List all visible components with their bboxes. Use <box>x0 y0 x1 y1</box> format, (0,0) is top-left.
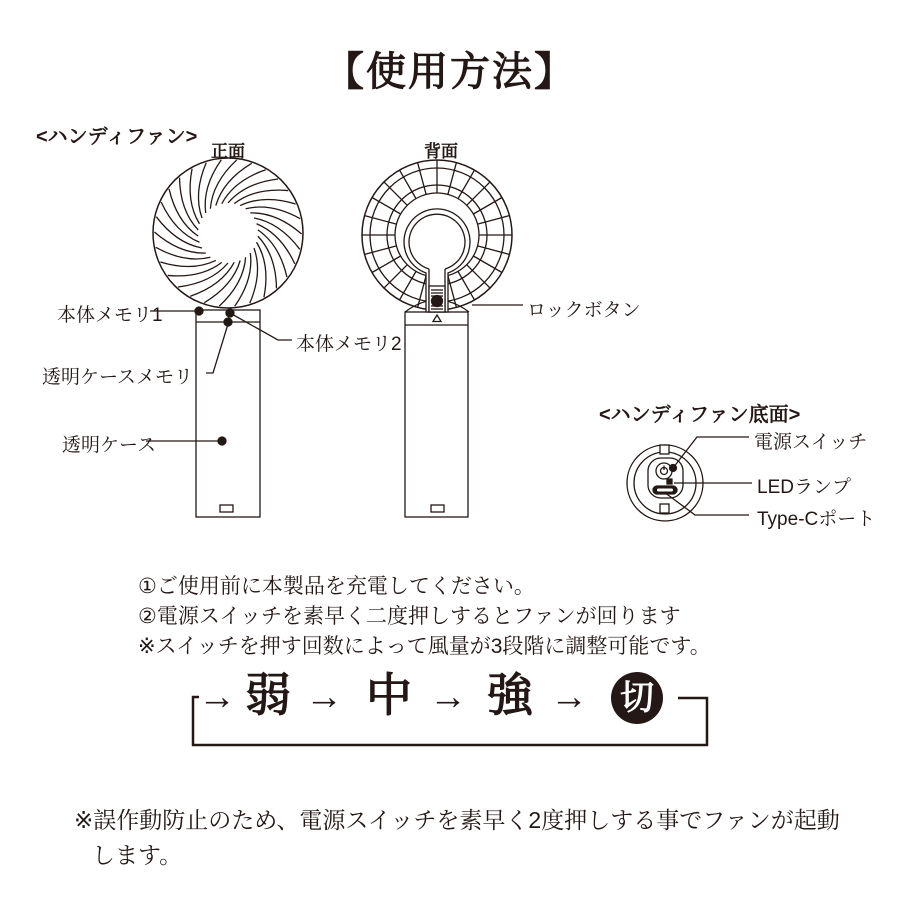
mode-off-badge <box>611 672 663 724</box>
footer-note-line-2: します。 <box>92 842 183 868</box>
mode-medium: 中 <box>366 669 412 721</box>
label-type-c-port: Type-Cポート <box>757 509 876 530</box>
page-title: 【使用方法】 <box>324 50 576 94</box>
bottom-view-illustration <box>627 437 752 521</box>
front-handle-clear-case <box>196 310 260 517</box>
label-body-memory-1: 本体メモリ1 <box>57 305 163 326</box>
label-body-memory-2: 本体メモリ2 <box>296 334 402 355</box>
power-button <box>656 463 672 479</box>
label-lock-button: ロックボタン <box>527 300 641 321</box>
instruction-step-2: ②電源スイッチを素早く二度押しするとファンが回ります <box>138 605 681 628</box>
mode-off-label: 切 <box>620 679 654 717</box>
mode-high: 強 <box>487 669 533 721</box>
front-view-caption: 正面 <box>211 142 245 161</box>
cycle-arrow-4: → <box>550 676 588 718</box>
led-lamp-dot <box>667 479 672 484</box>
footer-note-line-1: ※誤作動防止のため、電源スイッチを素早く2度押しする事でファンが起動 <box>74 807 840 833</box>
cycle-arrow-2: → <box>305 676 343 718</box>
label-power-switch: 電源スイッチ <box>754 432 868 453</box>
cycle-arrow-3: → <box>429 676 467 718</box>
cycle-arrow-1: → <box>198 676 236 718</box>
instruction-note-wind-levels: ※スイッチを押す回数によって風量が3段階に調整可能です。 <box>138 635 711 658</box>
label-clear-case: 透明ケース <box>62 435 157 456</box>
instruction-step-1: ①ご使用前に本製品を充電してください。 <box>138 575 535 598</box>
label-clear-case-memory: 透明ケースメモリ <box>42 367 194 388</box>
back-fan-illustration <box>362 160 512 312</box>
fan-section-heading: <ハンディファン> <box>36 126 198 148</box>
mode-low: 弱 <box>245 669 291 721</box>
bottom-view-heading: <ハンディファン底面> <box>599 404 801 426</box>
back-handle <box>405 312 468 517</box>
back-view-caption: 背面 <box>424 142 458 161</box>
front-fan-illustration <box>153 158 303 308</box>
label-led-lamp: LEDランプ <box>757 477 851 498</box>
lock-button-slider <box>429 286 445 312</box>
bottom-view-callout-lines <box>664 437 752 515</box>
